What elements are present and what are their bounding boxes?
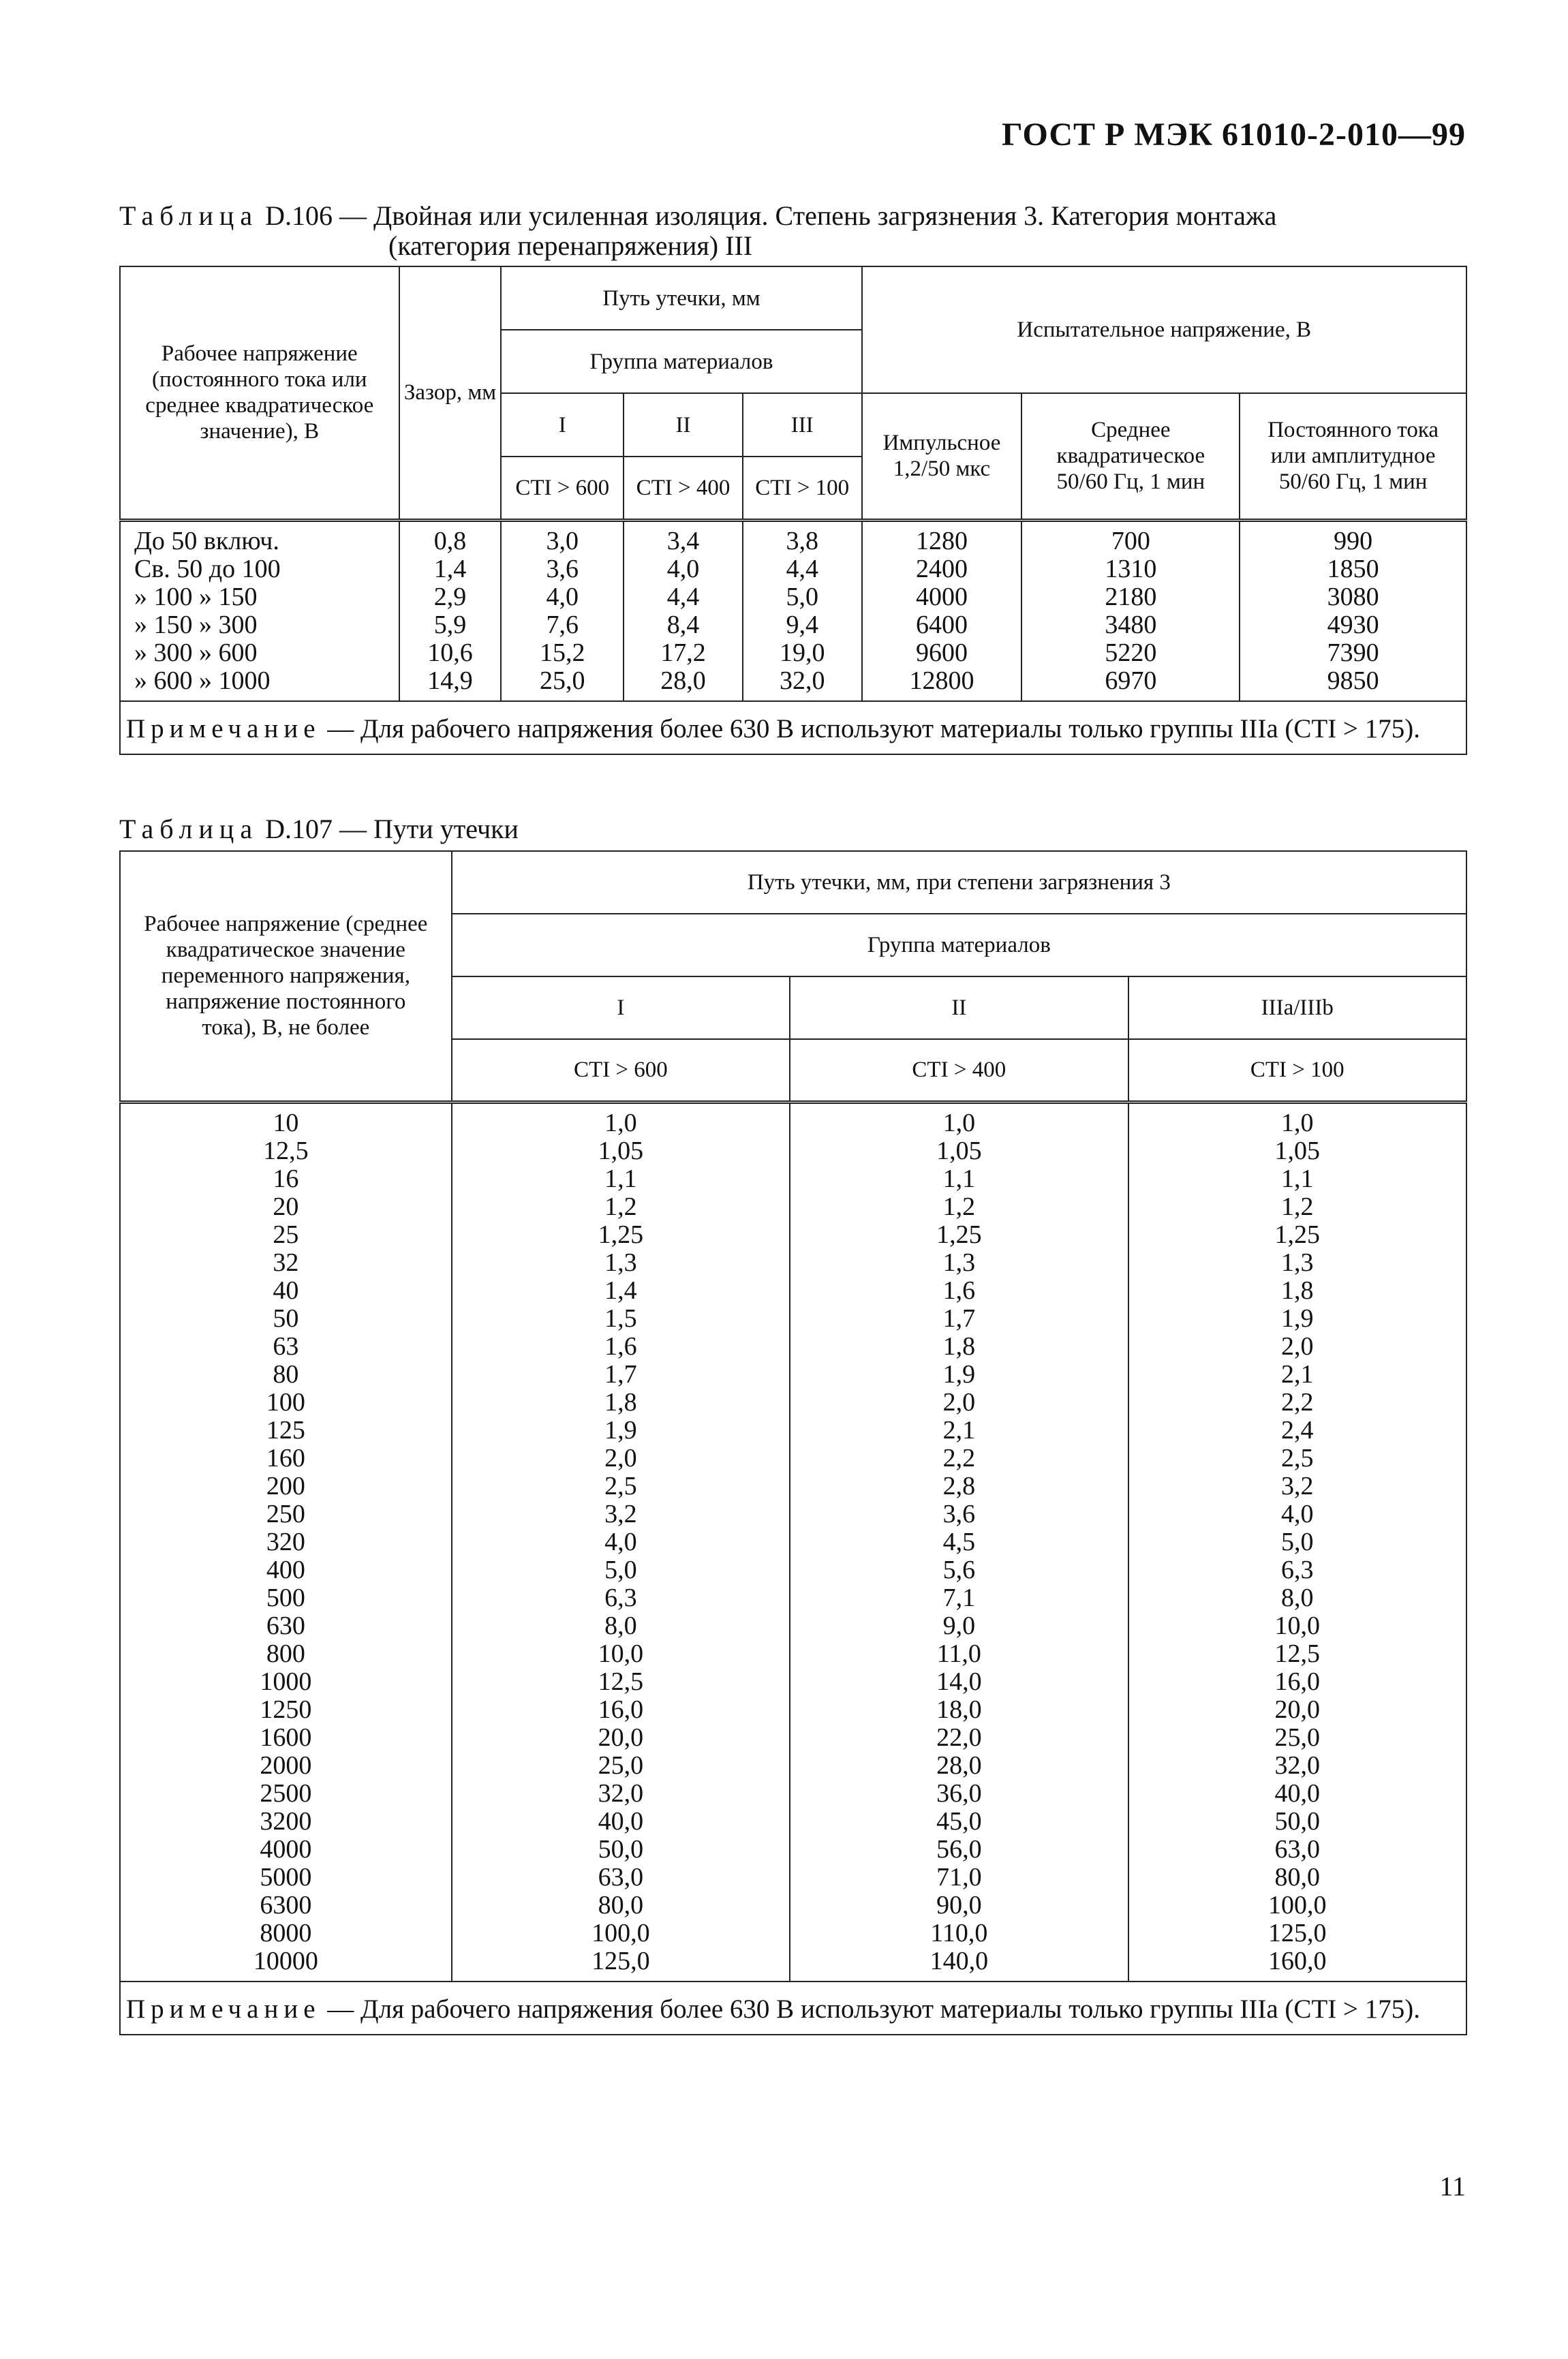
- table1-cell: 3480: [1105, 610, 1157, 639]
- table2-cell: 3,2: [604, 1499, 637, 1528]
- table2-cell: 22,0: [936, 1723, 982, 1752]
- table2-cell: 1,05: [936, 1136, 982, 1165]
- table2-cell: 12,5: [598, 1667, 644, 1696]
- table1-cti-2: CTI > 400: [624, 457, 743, 520]
- table2-cell: 500: [266, 1583, 305, 1612]
- table2-cell: 2,1: [1281, 1359, 1314, 1389]
- table2-body: [120, 1102, 1466, 1982]
- table1-cell: До 50 включ.: [134, 526, 279, 555]
- table2-cell: 1,3: [942, 1248, 976, 1277]
- table2-cell: 56,0: [936, 1834, 982, 1864]
- table1-note-label: Примечание: [126, 713, 321, 743]
- table1-cell: 2,9: [433, 582, 467, 611]
- table2-cti-2: CTI > 400: [790, 1039, 1128, 1102]
- table2-cell: 5,6: [942, 1555, 976, 1584]
- table1-cell: 15,2: [540, 638, 585, 667]
- table2-cell: 3,6: [942, 1499, 976, 1528]
- table2-cell: 1,2: [1281, 1192, 1314, 1221]
- table1-cell: 1310: [1105, 554, 1157, 583]
- table1-cell: 3,6: [546, 554, 579, 583]
- table1-col-clearance: [399, 520, 502, 701]
- table2-cell: 25,0: [1274, 1723, 1320, 1752]
- table2-cell: 6,3: [1281, 1555, 1314, 1584]
- table1-col-group1: [501, 520, 624, 701]
- table2-caption-text: D.107 — Пути утечки: [265, 814, 519, 844]
- table-d107: [119, 850, 1467, 2035]
- table2-cell: 80,0: [1274, 1862, 1320, 1892]
- table2-cell: 1,9: [1281, 1304, 1314, 1333]
- table2-cell: 160,0: [1268, 1946, 1327, 1975]
- table2-cell: 100: [266, 1387, 305, 1417]
- table2-header-working-voltage: Рабочее напряжение (среднее квадратическое значение переменного напряжения, напряжение постоянного тока), В, не более: [120, 851, 452, 1102]
- table2-cell: 16,0: [1274, 1667, 1320, 1696]
- table2-cell: 20,0: [598, 1723, 644, 1752]
- table2-cell: 18,0: [936, 1695, 982, 1724]
- table2-cell: 45,0: [936, 1806, 982, 1836]
- table1-cell: 4000: [915, 582, 968, 611]
- table1-cell: 9600: [915, 638, 968, 667]
- table1-cell: » 300 » 600: [134, 638, 258, 667]
- table2-cell: 90,0: [936, 1890, 982, 1919]
- table2-cell: 50: [273, 1304, 299, 1333]
- table2-cell: 40,0: [1274, 1778, 1320, 1808]
- table1-header-creepage: Путь утечки, мм: [501, 266, 861, 330]
- table2-cell: 1,4: [604, 1276, 637, 1305]
- table2-cell: 1,8: [1281, 1276, 1314, 1305]
- table2-cell: 4,0: [1281, 1499, 1314, 1528]
- table2-cell: 125,0: [1268, 1918, 1327, 1947]
- table2-cell: 1,25: [1274, 1220, 1320, 1249]
- table1-cti-3: CTI > 100: [743, 457, 862, 520]
- table1-header-test-voltage: Испытательное напряжение, В: [862, 266, 1466, 393]
- table2-col-voltage: [120, 1102, 452, 1982]
- table2-cell: 4000: [260, 1834, 312, 1864]
- table2-cell: 1,1: [942, 1164, 976, 1193]
- table2-cell: 400: [266, 1555, 305, 1584]
- table2-header-material-group: Группа материалов: [452, 914, 1466, 976]
- table2-cell: 1,7: [604, 1359, 637, 1389]
- table1-cell: 1,4: [433, 554, 467, 583]
- table2-cell: 2,5: [1281, 1443, 1314, 1473]
- table2-group-1: I: [452, 976, 790, 1039]
- table2-cell: 80: [273, 1359, 299, 1389]
- table2-cell: 20,0: [1274, 1695, 1320, 1724]
- table1-cell: 700: [1111, 526, 1150, 555]
- table1-header-rms: Среднее квадратическое 50/60 Гц, 1 мин: [1021, 393, 1240, 520]
- table2-cell: 200: [266, 1471, 305, 1500]
- table1-cell: 7,6: [546, 610, 579, 639]
- table1-cell: 17,2: [660, 638, 706, 667]
- document-code: ГОСТ Р МЭК 61010-2-010—99: [1002, 117, 1466, 153]
- table2-cell: 1,8: [942, 1331, 976, 1361]
- table1-cell: 4,0: [666, 554, 700, 583]
- table2-cell: 1,1: [1281, 1164, 1314, 1193]
- table2-cell: 125,0: [591, 1946, 650, 1975]
- table1-cell: 4,4: [786, 554, 818, 583]
- table1-cell: 7390: [1327, 638, 1379, 667]
- table2-cell: 2,8: [942, 1471, 976, 1500]
- table1-cell: 0,8: [433, 526, 467, 555]
- table1-cell: 2400: [915, 554, 968, 583]
- table2-cell: 100,0: [1268, 1890, 1327, 1919]
- table2-cell: 1,7: [942, 1304, 976, 1333]
- table1-cell: 5220: [1105, 638, 1157, 667]
- table1-group-3: III: [743, 393, 862, 457]
- table1-header-impulse: Импульсное 1,2/50 мкс: [862, 393, 1022, 520]
- table1-cell: 5,9: [433, 610, 467, 639]
- table2-cell: 125: [266, 1415, 305, 1445]
- table2-cell: 1000: [260, 1667, 312, 1696]
- table2-cell: 800: [266, 1639, 305, 1668]
- table2-col-group1: [452, 1102, 790, 1982]
- table2-cell: 5,0: [604, 1555, 637, 1584]
- table2-cell: 1,05: [598, 1136, 644, 1165]
- table1-cell: 10,6: [427, 638, 473, 667]
- table2-cell: 12,5: [263, 1136, 309, 1165]
- table2-note-label: Примечание: [126, 1994, 321, 2024]
- table2-cell: 1,6: [942, 1276, 976, 1305]
- table1-cell: 1280: [915, 526, 968, 555]
- table1-cell: 2180: [1105, 582, 1157, 611]
- table2-cell: 2,5: [604, 1471, 637, 1500]
- table2-cell: 1,3: [604, 1248, 637, 1277]
- table-d106: [119, 266, 1467, 755]
- table2-cell: 1,25: [598, 1220, 644, 1249]
- table1-header-material-group: Группа материалов: [501, 330, 861, 393]
- table2-col-group2: [790, 1102, 1128, 1982]
- table2-cell: 5000: [260, 1862, 312, 1892]
- table1-body: [120, 520, 1466, 701]
- table2-cell: 10,0: [1274, 1611, 1320, 1640]
- table2-group-2: II: [790, 976, 1128, 1039]
- table2-cell: 1600: [260, 1723, 312, 1752]
- table1-cell: » 150 » 300: [134, 610, 258, 639]
- table2-cell: 20: [273, 1192, 299, 1221]
- table2-cell: 63: [273, 1331, 299, 1361]
- table2-cell: 1,9: [604, 1415, 637, 1445]
- table2-cell: 7,1: [942, 1583, 976, 1612]
- table1-cell: 19,0: [779, 638, 825, 667]
- table2-cell: 36,0: [936, 1778, 982, 1808]
- table2-cell: 63,0: [598, 1862, 644, 1892]
- table2-cell: 12,5: [1274, 1639, 1320, 1668]
- table1-header-dc: Постоянного тока или амплитудное 50/60 Гц, 1 мин: [1240, 393, 1466, 520]
- table1-cell: » 600 » 1000: [134, 666, 271, 695]
- table1-col-rms: [1021, 520, 1240, 701]
- table1-cell: Св. 50 до 100: [134, 554, 281, 583]
- table1-note-text: — Для рабочего напряжения более 630 В используют материалы только группы IIIa (CTI > 175).: [320, 713, 1420, 743]
- table1-cell: 990: [1334, 526, 1373, 555]
- table2-cell: 1,0: [604, 1108, 637, 1137]
- table2-cell: 2,0: [942, 1387, 976, 1417]
- table2-cell: 2,4: [1281, 1415, 1314, 1445]
- table1-cti-1: CTI > 600: [501, 457, 624, 520]
- table1-cell: 25,0: [540, 666, 585, 695]
- table2-cell: 1,1: [604, 1164, 637, 1193]
- table2-cell: 4,5: [942, 1527, 976, 1556]
- table1-cell: 1850: [1327, 554, 1379, 583]
- table1-col-dc: [1240, 520, 1466, 701]
- table2-caption: [119, 814, 519, 844]
- table2-cell: 320: [266, 1527, 305, 1556]
- table1-cell: 9850: [1327, 666, 1379, 695]
- table2-cell: 250: [266, 1499, 305, 1528]
- table1-col-group2: [624, 520, 743, 701]
- table2-cell: 10000: [253, 1946, 318, 1975]
- table1-cell: 4,0: [546, 582, 579, 611]
- table1-cell: 4,4: [666, 582, 700, 611]
- table2-cell: 1250: [260, 1695, 312, 1724]
- table2-cell: 3200: [260, 1806, 312, 1836]
- table2-caption-label: Таблица: [119, 814, 259, 844]
- table1-group-1: I: [501, 393, 624, 457]
- table2-cell: 10,0: [598, 1639, 644, 1668]
- table2-cell: 1,05: [1274, 1136, 1320, 1165]
- table1-cell: 3,8: [786, 526, 818, 555]
- table2-cell: 110,0: [930, 1918, 988, 1947]
- table2-cell: 50,0: [598, 1834, 644, 1864]
- table2-cell: 80,0: [598, 1890, 644, 1919]
- table2-cell: 25: [273, 1220, 299, 1249]
- table2-cell: 2,1: [942, 1415, 976, 1445]
- table2-cell: 6,3: [604, 1583, 637, 1612]
- table2-cell: 6300: [260, 1890, 312, 1919]
- table2-cell: 40,0: [598, 1806, 644, 1836]
- table2-cell: 160: [266, 1443, 305, 1473]
- table2-cell: 4,0: [604, 1527, 637, 1556]
- page-number: 11: [1439, 2171, 1466, 2202]
- table1-cell: 28,0: [660, 666, 706, 695]
- table2-cti-1: CTI > 600: [452, 1039, 790, 1102]
- table2-cell: 2,2: [942, 1443, 976, 1473]
- table2-cell: 2,0: [604, 1443, 637, 1473]
- table2-cell: 1,9: [942, 1359, 976, 1389]
- table1-cell: 9,4: [786, 610, 818, 639]
- table2-cti-3: CTI > 100: [1128, 1039, 1466, 1102]
- table2-cell: 1,6: [604, 1331, 637, 1361]
- table2-cell: 32,0: [598, 1778, 644, 1808]
- table2-cell: 2000: [260, 1751, 312, 1780]
- table1-cell: 6970: [1105, 666, 1157, 695]
- table2-cell: 32,0: [1274, 1751, 1320, 1780]
- table2-cell: 1,0: [1281, 1108, 1314, 1137]
- table1-cell: 5,0: [786, 582, 818, 611]
- table1-caption: [119, 201, 1276, 261]
- table1-cell: 32,0: [779, 666, 825, 695]
- table2-col-group3: [1128, 1102, 1466, 1982]
- table1-caption-label: Таблица: [119, 200, 259, 231]
- table2-cell: 100,0: [591, 1918, 650, 1947]
- table2-cell: 1,2: [604, 1192, 637, 1221]
- table2-cell: 1,8: [604, 1387, 637, 1417]
- table1-cell: 3,4: [666, 526, 700, 555]
- table2-cell: 8000: [260, 1918, 312, 1947]
- table2-cell: 1,2: [942, 1192, 976, 1221]
- table1-cell: 8,4: [666, 610, 700, 639]
- table2-note-text: — Для рабочего напряжения более 630 В используют материалы только группы IIIa (CTI > 175).: [320, 1994, 1420, 2024]
- table2-cell: 2500: [260, 1778, 312, 1808]
- table1-note: [120, 701, 1466, 754]
- table1-header-clearance: Зазор, мм: [399, 266, 502, 520]
- table2-cell: 71,0: [936, 1862, 982, 1892]
- table2-cell: 40: [273, 1276, 299, 1305]
- table1-caption-continuation: (категория перенапряжения) III: [388, 230, 753, 261]
- table2-cell: 16,0: [598, 1695, 644, 1724]
- table2-cell: 8,0: [604, 1611, 637, 1640]
- table1-cell: 3,0: [546, 526, 579, 555]
- table2-cell: 50,0: [1274, 1806, 1320, 1836]
- table2-cell: 1,3: [1281, 1248, 1314, 1277]
- table1-group-2: II: [624, 393, 743, 457]
- table2-cell: 32: [273, 1248, 299, 1277]
- table2-cell: 3,2: [1281, 1471, 1314, 1500]
- table2-header-creepage: Путь утечки, мм, при степени загрязнения 3: [452, 851, 1466, 914]
- table1-col-group3: [743, 520, 862, 701]
- table1-col-impulse: [862, 520, 1022, 701]
- table2-cell: 8,0: [1281, 1583, 1314, 1612]
- table2-cell: 2,2: [1281, 1387, 1314, 1417]
- table1-col-voltage: [120, 520, 399, 701]
- table2-cell: 5,0: [1281, 1527, 1314, 1556]
- table2-cell: 630: [266, 1611, 305, 1640]
- table1-caption-text: D.106 — Двойная или усиленная изоляция. Степень загрязнения 3. Категория монтажа: [265, 200, 1277, 231]
- table2-cell: 140,0: [929, 1946, 989, 1975]
- table2-cell: 25,0: [598, 1751, 644, 1780]
- table1-cell: 3080: [1327, 582, 1379, 611]
- table2-cell: 14,0: [936, 1667, 982, 1696]
- table1-cell: » 100 » 150: [134, 582, 258, 611]
- table2-cell: 28,0: [936, 1751, 982, 1780]
- table2-group-3: IIIa/IIIb: [1128, 976, 1466, 1039]
- table2-cell: 1,5: [604, 1304, 637, 1333]
- table1-cell: 12800: [909, 666, 974, 695]
- table1-cell: 4930: [1327, 610, 1379, 639]
- table2-cell: 1,25: [936, 1220, 982, 1249]
- table1-cell: 6400: [915, 610, 968, 639]
- table2-cell: 63,0: [1274, 1834, 1320, 1864]
- table1-header-working-voltage: Рабочее напряжение (постоянного тока или среднее квадратическое значение), В: [120, 266, 399, 520]
- table1-cell: 14,9: [427, 666, 473, 695]
- table2-cell: 16: [273, 1164, 299, 1193]
- table2-cell: 2,0: [1281, 1331, 1314, 1361]
- table2-note: [120, 1982, 1466, 2035]
- table2-cell: 9,0: [942, 1611, 976, 1640]
- table2-cell: 1,0: [942, 1108, 976, 1137]
- table2-cell: 11,0: [936, 1639, 981, 1668]
- table2-cell: 10: [273, 1108, 299, 1137]
